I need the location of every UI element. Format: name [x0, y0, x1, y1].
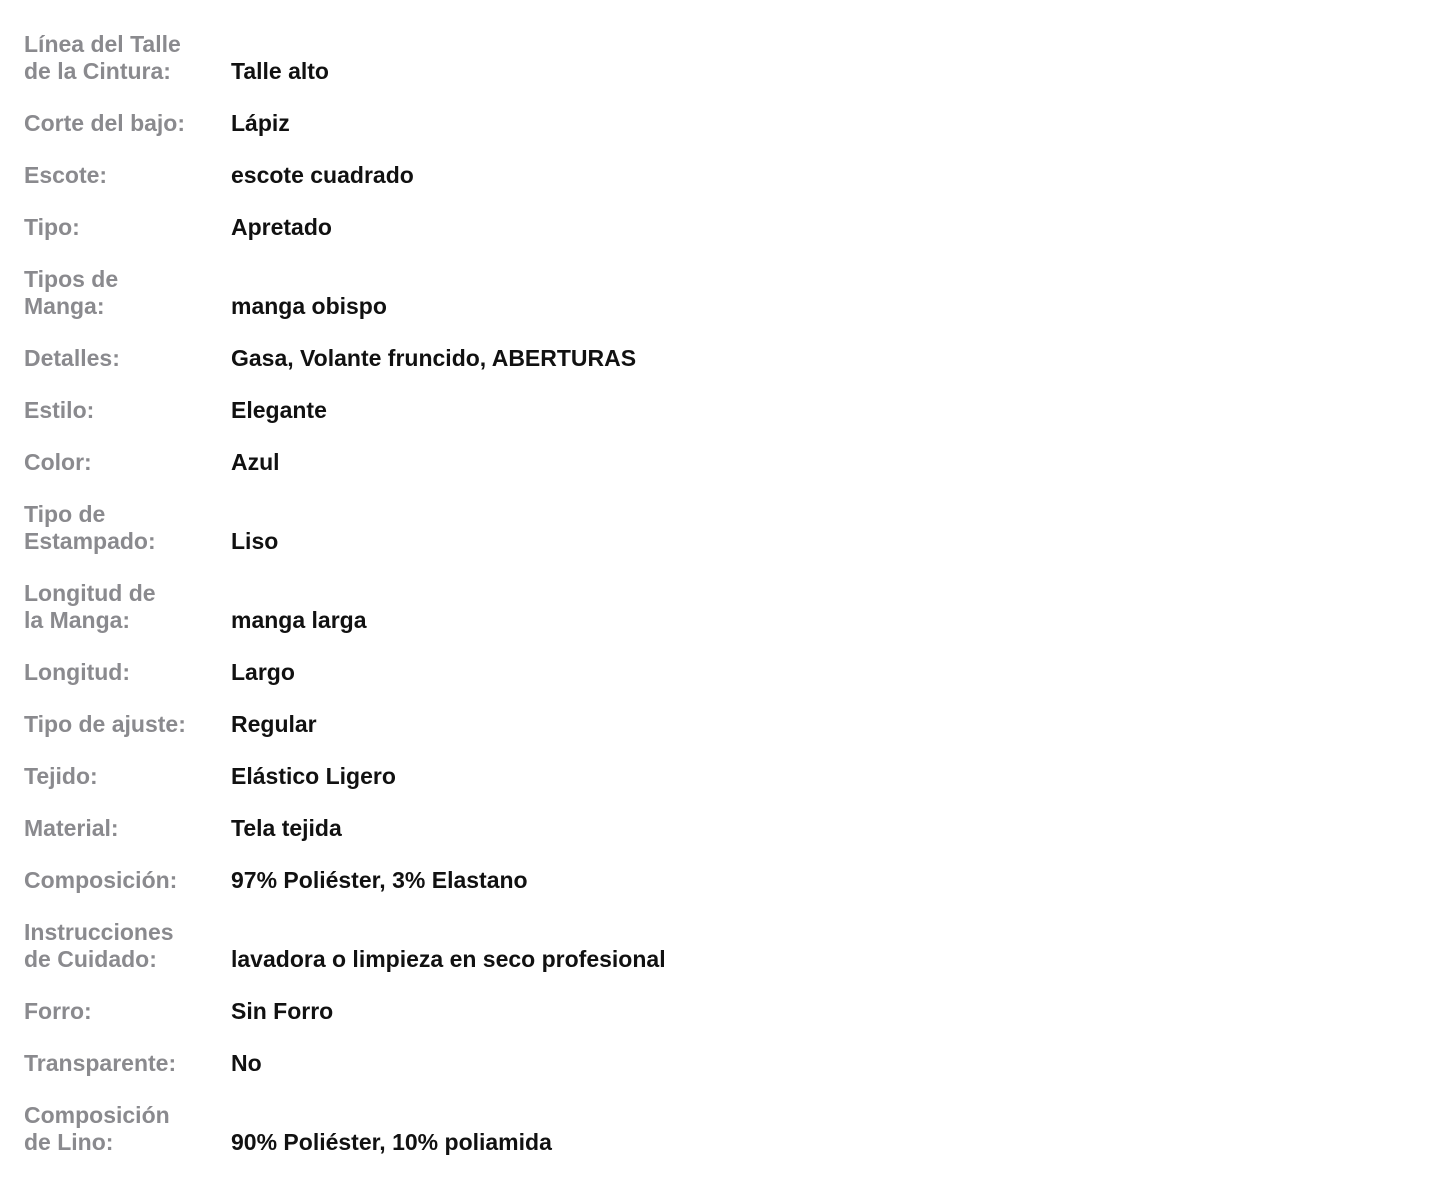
spec-value: Liso — [231, 528, 279, 554]
spec-label: Corte del bajo: — [24, 110, 186, 136]
spec-row-fit-type — [24, 708, 1404, 740]
spec-value: Largo — [231, 659, 295, 685]
spec-row-sleeve-type — [24, 263, 1404, 322]
spec-row-pattern-type — [24, 498, 1404, 557]
spec-value: Apretado — [231, 214, 332, 240]
spec-label: Estilo: — [24, 397, 95, 423]
spec-row-color — [24, 446, 1404, 478]
spec-value: 90% Poliéster, 10% poliamida — [231, 1129, 552, 1155]
spec-label: Escote: — [24, 162, 108, 188]
spec-row-fabric — [24, 760, 1404, 792]
spec-value: Azul — [231, 449, 280, 475]
spec-label: Tipos de Manga: — [24, 266, 119, 319]
spec-value: escote cuadrado — [231, 162, 414, 188]
spec-row-length — [24, 656, 1404, 688]
spec-value: 97% Poliéster, 3% Elastano — [231, 867, 528, 893]
spec-row-care-instructions — [24, 916, 1404, 975]
spec-value: Sin Forro — [231, 998, 334, 1024]
spec-value: Elástico Ligero — [231, 763, 396, 789]
spec-value: Lápiz — [231, 110, 290, 136]
spec-label: Material: — [24, 815, 119, 841]
spec-label: Instrucciones de Cuidado: — [24, 919, 174, 972]
spec-label: Detalles: — [24, 345, 120, 371]
spec-label: Forro: — [24, 998, 92, 1024]
spec-value: lavadora o limpieza en seco profesional — [231, 946, 666, 972]
spec-value: Gasa, Volante fruncido, ABERTURAS — [231, 345, 637, 371]
spec-row-material — [24, 812, 1404, 844]
spec-value: No — [231, 1050, 262, 1076]
spec-row-lining-composition — [24, 1099, 1404, 1158]
spec-value: Regular — [231, 711, 317, 737]
spec-value: manga larga — [231, 607, 367, 633]
spec-label: Tipo: — [24, 214, 80, 240]
spec-row-type — [24, 211, 1404, 243]
spec-label: Transparente: — [24, 1050, 177, 1076]
spec-value: manga obispo — [231, 293, 387, 319]
spec-value: Talle alto — [231, 58, 329, 84]
spec-row-sleeve-length — [24, 577, 1404, 636]
spec-label: Tejido: — [24, 763, 98, 789]
spec-value: Elegante — [231, 397, 327, 423]
spec-label: Composición de Lino: — [24, 1102, 170, 1155]
spec-row-lining — [24, 995, 1404, 1027]
spec-label: Tipo de Estampado: — [24, 501, 156, 554]
spec-row-style — [24, 394, 1404, 426]
spec-label: Tipo de ajuste: — [24, 711, 186, 737]
spec-row-waistline — [24, 28, 1404, 87]
product-specifications — [24, 28, 1404, 1178]
spec-row-sheer — [24, 1047, 1404, 1079]
spec-value: Tela tejida — [231, 815, 342, 841]
spec-label: Color: — [24, 449, 92, 475]
spec-label: Longitud: — [24, 659, 131, 685]
spec-label: Composición: — [24, 867, 178, 893]
spec-row-hem-shape — [24, 107, 1404, 139]
spec-label: Línea del Talle de la Cintura: — [24, 31, 181, 84]
spec-row-composition — [24, 864, 1404, 896]
spec-label: Longitud de la Manga: — [24, 580, 156, 633]
spec-row-neckline — [24, 159, 1404, 191]
spec-row-details — [24, 342, 1404, 374]
